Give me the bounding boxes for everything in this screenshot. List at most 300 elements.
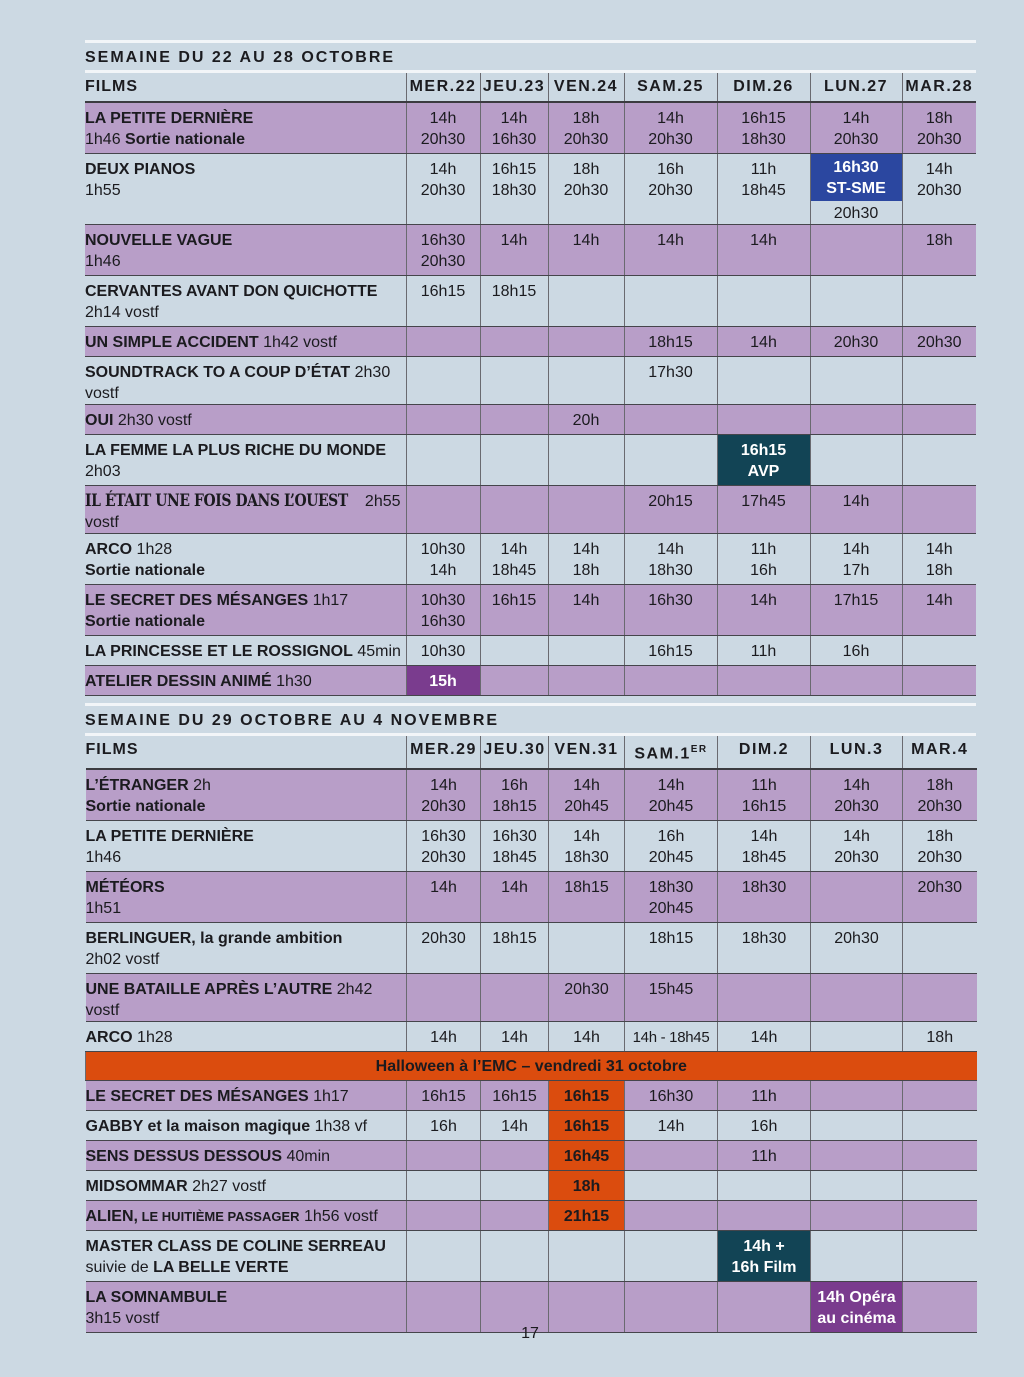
showtime-cell: 18h 20h30 — [548, 102, 624, 154]
showtime-cell: 15h45 — [625, 974, 718, 1022]
showtime-cell — [717, 276, 810, 327]
film-info: suivie de — [85, 1259, 154, 1277]
showtime-cell — [548, 327, 624, 357]
film-title-cell — [86, 1201, 407, 1231]
showtime-cell — [903, 1231, 977, 1282]
table-row — [85, 534, 976, 585]
film-title-cell — [85, 666, 406, 696]
showtime-cell — [810, 276, 902, 327]
day-header: JEU.23 — [480, 73, 548, 102]
showtime-cell: 14h — [810, 486, 902, 534]
showtime-cell: 14h 20h45 — [625, 769, 718, 821]
showtime-cell: 14h 20h30 — [811, 821, 903, 872]
showtime-cell — [810, 666, 902, 696]
day-header: SAM.1ER — [625, 736, 718, 769]
film-subtitle: LE HUITIÈME PASSAGER — [137, 1209, 300, 1225]
film-info: 1h38 vf — [310, 1118, 368, 1136]
showtime-cell — [903, 1171, 977, 1201]
table-row — [86, 923, 977, 974]
showtime-cell: 18h 20h30 — [548, 154, 624, 225]
showtime-cell: 16h — [718, 1111, 811, 1141]
showtime-cell — [902, 636, 976, 666]
showtime-cell — [549, 1231, 625, 1282]
film-title-cell — [86, 1231, 407, 1282]
showtime-cell: 14h 20h30 — [624, 102, 717, 154]
film-title: DEUX PIANOS — [85, 161, 196, 178]
showtime-cell: 14h — [718, 1022, 811, 1052]
showtime-cell: 16h — [810, 636, 902, 666]
film-title-cell — [86, 1022, 407, 1052]
table-row — [86, 872, 977, 923]
showtime-cell: 16h45 — [549, 1141, 625, 1171]
showtime-cell: 15h — [406, 666, 480, 696]
table-row — [86, 1081, 977, 1111]
film-title: GABBY et la maison magique — [85, 1118, 311, 1136]
showtime-cell: 16h30 — [625, 1081, 718, 1111]
film-title: LA FEMME LA PLUS RICHE DU MONDE — [85, 442, 387, 459]
showtime-cell — [811, 1022, 903, 1052]
showtime-cell — [625, 1231, 718, 1282]
film-info: 2h27 vostf — [187, 1178, 266, 1196]
table-row — [85, 405, 976, 435]
showtime-cell — [480, 666, 548, 696]
showtime-cell: 14h 16h30 — [480, 102, 548, 154]
showtime-cell: 11h 16h — [717, 534, 810, 585]
film-title-cell — [86, 769, 407, 821]
day-header: DIM.26 — [717, 73, 810, 102]
showtime-cell — [903, 1081, 977, 1111]
showtime-cell: 16h30 18h45 — [481, 821, 549, 872]
table-row — [85, 327, 976, 357]
showtime-cell — [548, 435, 624, 486]
showtime-cell: 18h — [549, 1171, 625, 1201]
showtime-cell — [481, 1171, 549, 1201]
film-info: 45min — [352, 643, 401, 660]
showtime-cell: 14h 18h45 — [480, 534, 548, 585]
showtime-cell — [625, 1171, 718, 1201]
showtime-cell: 16h15 — [480, 585, 548, 636]
table-row — [85, 102, 976, 154]
film-title-cell — [86, 1141, 407, 1171]
showtime-cell: 16h15 AVP — [717, 435, 810, 486]
showtime-cell — [406, 486, 480, 534]
showtime-cell: 14h 20h30 — [811, 769, 903, 821]
showtime: 20h30 — [833, 205, 879, 222]
table-row — [86, 1171, 977, 1201]
film-title-cell — [85, 357, 406, 405]
showtime-cell: 14h — [481, 1022, 549, 1052]
film-title: LA PETITE DERNIÈRE — [85, 110, 254, 127]
film-title: ATELIER DESSIN ANIMÉ — [85, 673, 272, 690]
showtime-cell — [625, 1201, 718, 1231]
showtime-cell — [902, 357, 976, 405]
film-title: SENS DESSUS DESSOUS — [85, 1148, 282, 1166]
film-title: IL ÉTAIT UNE FOIS DANS L’OUEST — [85, 491, 348, 511]
film-info: 2h30 vostf — [85, 364, 391, 402]
film-info: 1h30 — [271, 673, 312, 690]
film-title: MASTER CLASS DE COLINE SERREAU — [85, 1238, 386, 1256]
table-row — [85, 276, 976, 327]
showtime-cell: 20h30 — [902, 327, 976, 357]
showtime-cell: 14h — [549, 1022, 625, 1052]
showtime-cell — [624, 276, 717, 327]
showtime-cell — [718, 974, 811, 1022]
release-note: Sortie nationale — [85, 798, 206, 816]
showtime-cell — [407, 974, 481, 1022]
showtime-cell: 14h 20h30 — [407, 769, 481, 821]
showtime-cell — [902, 435, 976, 486]
film-info: 2h14 vostf — [85, 304, 159, 321]
film-info: 1h17 — [308, 1088, 349, 1106]
showtime-cell: 11h 18h45 — [717, 154, 810, 225]
showtime-cell: 10h30 — [406, 636, 480, 666]
showtime-cell — [811, 1171, 903, 1201]
film-title: ARCO — [85, 541, 133, 558]
table-row — [86, 974, 977, 1022]
showtime-cell: 14h 17h — [810, 534, 902, 585]
showtime-cell: 17h15 — [810, 585, 902, 636]
film-title-cell — [85, 486, 406, 534]
film-info: 1h17 — [308, 592, 349, 609]
showtime-cell — [903, 1141, 977, 1171]
table-row — [85, 154, 976, 225]
showtime-cell — [406, 327, 480, 357]
film-title-cell — [85, 636, 406, 666]
day-header: LUN.3 — [811, 736, 903, 769]
showtime-cell: 18h — [902, 225, 976, 276]
showtime-cell — [903, 1111, 977, 1141]
showtime-cell: 16h30 20h30 — [407, 821, 481, 872]
page-number: 17 — [521, 1325, 539, 1342]
showtime-cell: 17h45 — [717, 486, 810, 534]
table-row — [86, 821, 977, 872]
showtime-cell: 14h 18h — [548, 534, 624, 585]
film-title-cell — [85, 585, 406, 636]
film-info: 40min — [282, 1148, 331, 1166]
films-header: FILMS — [86, 736, 407, 769]
showtime-cell — [902, 666, 976, 696]
showtime-cell: 14h - 18h45 — [625, 1022, 718, 1052]
film-info: 2h30 vostf — [113, 412, 192, 429]
film-info: 2h42 vostf — [85, 981, 373, 1020]
release-note: Sortie nationale — [125, 131, 246, 148]
film-title: L’ÉTRANGER — [85, 777, 189, 795]
showtime-cell — [481, 1231, 549, 1282]
film-info-bold: LA BELLE VERTE — [153, 1259, 289, 1277]
showtime-cell — [902, 486, 976, 534]
showtime-cell: 16h30 — [624, 585, 717, 636]
showtime-cell — [480, 486, 548, 534]
showtime-cell: 14h 20h45 — [549, 769, 625, 821]
showtime-cell: 16h15 — [549, 1081, 625, 1111]
showtime-cell: 11h 16h15 — [718, 769, 811, 821]
showtime-cell: 16h15 — [481, 1081, 549, 1111]
film-title: ALIEN, — [85, 1208, 138, 1226]
showtime-cell: 11h — [718, 1081, 811, 1111]
showtime-cell: 16h15 18h30 — [717, 102, 810, 154]
film-title: LE SECRET DES MÉSANGES — [85, 592, 309, 609]
showtime-cell: 18h — [903, 1022, 977, 1052]
showtime-cell: 11h — [717, 636, 810, 666]
showtime-cell — [811, 1111, 903, 1141]
showtime-cell: 14h — [624, 225, 717, 276]
table-row — [86, 1022, 977, 1052]
day-header: JEU.30 — [481, 736, 549, 769]
showtime-cell: 16h 20h45 — [625, 821, 718, 872]
film-title-cell — [86, 1171, 407, 1201]
film-title: SOUNDTRACK TO A COUP D’ÉTAT — [85, 364, 351, 381]
showtime-cell: 18h15 — [480, 276, 548, 327]
film-info: 1h46 — [85, 253, 121, 270]
film-title: LA SOMNAMBULE — [85, 1289, 228, 1307]
showtime-cell: 14h — [902, 585, 976, 636]
showtime-cell: 14h — [407, 1022, 481, 1052]
table-row — [85, 435, 976, 486]
showtime-cell: 16h15 — [549, 1111, 625, 1141]
film-info: 3h15 vostf — [85, 1310, 160, 1328]
table-row — [86, 1231, 977, 1282]
table-row — [85, 357, 976, 405]
film-title-cell — [86, 1081, 407, 1111]
showtime-cell — [718, 1171, 811, 1201]
showtime-cell: 14h — [481, 872, 549, 923]
day-header: MAR.28 — [902, 73, 976, 102]
showtime-cell: 14h Opéra au cinéma — [811, 1282, 903, 1333]
table-row — [86, 1201, 977, 1231]
film-info: 1h28 — [132, 541, 173, 558]
day-header: MER.22 — [406, 73, 480, 102]
ordinal-suffix: ER — [690, 744, 708, 755]
film-title-cell — [86, 872, 407, 923]
showtime-cell: 16h 18h15 — [481, 769, 549, 821]
st-sme-badge: 16h30 ST-SME — [811, 154, 902, 201]
day-header: MAR.4 — [903, 736, 977, 769]
showtime-cell: 10h30 14h — [406, 534, 480, 585]
film-title-cell — [85, 276, 406, 327]
week-title: SEMAINE DU 22 AU 28 OCTOBRE — [85, 49, 396, 66]
showtime-cell — [407, 1141, 481, 1171]
week-title: SEMAINE DU 29 OCTOBRE AU 4 NOVEMBRE — [85, 712, 500, 729]
showtime-cell — [903, 1201, 977, 1231]
showtime-cell: 14h — [717, 585, 810, 636]
showtime-cell — [481, 1141, 549, 1171]
film-info: 1h55 — [85, 182, 121, 199]
film-title: LA PETITE DERNIÈRE — [85, 828, 254, 846]
halloween-banner — [86, 1052, 977, 1081]
showtime-cell: 14h 18h30 — [549, 821, 625, 872]
films-header: FILMS — [85, 73, 406, 102]
showtime-cell — [811, 1141, 903, 1171]
showtime-cell — [481, 1201, 549, 1231]
film-title: UN SIMPLE ACCIDENT — [85, 334, 259, 351]
showtime-cell — [481, 974, 549, 1022]
film-title-cell — [86, 974, 407, 1022]
showtime-cell — [548, 666, 624, 696]
showtime-cell: 14h — [625, 1111, 718, 1141]
showtime-cell — [624, 666, 717, 696]
showtime-cell — [548, 486, 624, 534]
showtime-cell — [548, 276, 624, 327]
film-info: 1h42 vostf — [258, 334, 337, 351]
showtime-cell: 14h — [717, 327, 810, 357]
showtime-cell — [406, 405, 480, 435]
showtime-cell: 18h 20h30 — [903, 821, 977, 872]
showtime-cell: 14h — [548, 585, 624, 636]
showtime-cell: 14h 18h — [902, 534, 976, 585]
showtime-cell — [717, 666, 810, 696]
film-title-cell — [85, 102, 406, 154]
film-info: 2h — [188, 777, 211, 795]
film-info: 2h55 vostf — [85, 493, 401, 531]
showtime-cell: 16h — [407, 1111, 481, 1141]
film-title: LE SECRET DES MÉSANGES — [85, 1088, 309, 1106]
showtime-cell — [810, 435, 902, 486]
showtime-cell: 16h15 — [407, 1081, 481, 1111]
film-title: UNE BATAILLE APRÈS L’AUTRE — [85, 981, 333, 999]
film-info: 1h28 — [132, 1029, 173, 1047]
showtime-cell: 18h15 — [549, 872, 625, 923]
showtime-cell — [407, 1201, 481, 1231]
day-header: VEN.24 — [548, 73, 624, 102]
table-row — [86, 769, 977, 821]
showtime-cell: 14h — [480, 225, 548, 276]
showtime-cell — [810, 225, 902, 276]
showtime-cell: 20h30 — [810, 327, 902, 357]
film-title: OUI — [85, 412, 114, 429]
showtime-cell — [625, 1141, 718, 1171]
showtime-cell: 20h30 — [407, 923, 481, 974]
table-row — [85, 666, 976, 696]
film-title: MÉTÉORS — [85, 879, 165, 897]
showtime-cell: 18h15 — [481, 923, 549, 974]
showtime-cell — [810, 357, 902, 405]
showtime-cell — [718, 1201, 811, 1231]
film-info: 1h46 — [85, 849, 122, 867]
showtime-cell: 10h30 16h30 — [406, 585, 480, 636]
schedule-table-week-2 — [85, 736, 977, 1333]
film-title: CERVANTES AVANT DON QUICHOTTE — [85, 283, 378, 300]
showtime-cell: 20h30 — [549, 974, 625, 1022]
showtime-cell: 18h 20h30 — [903, 769, 977, 821]
showtime-cell: 16h15 — [624, 636, 717, 666]
schedule-table-week-1 — [85, 73, 976, 696]
showtime-cell: 14h — [548, 225, 624, 276]
showtime-cell — [811, 872, 903, 923]
showtime-cell: 16h 20h30 — [624, 154, 717, 225]
film-title: MIDSOMMAR — [85, 1178, 188, 1196]
day-header: LUN.27 — [810, 73, 902, 102]
showtime-cell: 20h30 — [811, 923, 903, 974]
showtime-cell — [406, 435, 480, 486]
table-row — [86, 1111, 977, 1141]
showtime-cell — [624, 405, 717, 435]
showtime-cell — [480, 357, 548, 405]
film-title-cell — [85, 435, 406, 486]
showtime-cell: 14h — [717, 225, 810, 276]
showtime-cell — [717, 405, 810, 435]
showtime-cell: 20h15 — [624, 486, 717, 534]
showtime-cell — [717, 357, 810, 405]
film-info: 1h46 — [85, 131, 126, 148]
showtime-cell: 18h30 — [718, 923, 811, 974]
showtime-cell — [902, 276, 976, 327]
film-title-cell — [86, 821, 407, 872]
showtime-cell: 14h 18h30 — [624, 534, 717, 585]
showtime-cell — [810, 154, 902, 225]
showtime-cell — [407, 1171, 481, 1201]
film-title-cell — [85, 154, 406, 225]
film-title: ARCO — [85, 1029, 133, 1047]
film-title-cell — [86, 1111, 407, 1141]
showtime-cell: 16h15 — [406, 276, 480, 327]
film-title-cell — [85, 225, 406, 276]
showtime-cell: 16h30 20h30 — [406, 225, 480, 276]
film-title-cell — [85, 327, 406, 357]
showtime-cell: 14h 20h30 — [902, 154, 976, 225]
table-row — [85, 225, 976, 276]
showtime-cell: 18h 20h30 — [902, 102, 976, 154]
showtime-cell: 11h — [718, 1141, 811, 1171]
film-info: 2h02 vostf — [85, 951, 160, 969]
release-note: Sortie nationale — [85, 613, 206, 630]
showtime-cell — [811, 1231, 903, 1282]
table-row — [85, 636, 976, 666]
showtime-cell: 18h15 — [625, 923, 718, 974]
showtime-cell — [480, 405, 548, 435]
showtime-cell: 16h15 18h30 — [480, 154, 548, 225]
showtime-cell — [903, 974, 977, 1022]
showtime-cell — [548, 357, 624, 405]
week-2-section — [85, 703, 976, 1333]
showtime-cell — [811, 974, 903, 1022]
showtime-cell — [406, 357, 480, 405]
showtime-cell — [480, 327, 548, 357]
day-header: VEN.31 — [549, 736, 625, 769]
showtime-cell — [549, 923, 625, 974]
showtime-cell: 18h15 — [624, 327, 717, 357]
showtime-cell — [811, 1201, 903, 1231]
film-info: 1h56 vostf — [299, 1208, 378, 1226]
film-title: NOUVELLE VAGUE — [85, 232, 233, 249]
showtime-cell: 14h — [481, 1111, 549, 1141]
film-info: 1h51 — [85, 900, 122, 918]
release-note: Sortie nationale — [85, 562, 206, 579]
film-title: BERLINGUER, la grande ambition — [85, 930, 343, 948]
day-header: DIM.2 — [718, 736, 811, 769]
table-row — [85, 486, 976, 534]
showtime-cell — [903, 923, 977, 974]
showtime-cell — [480, 636, 548, 666]
showtime-cell: 14h — [407, 872, 481, 923]
banner-text: Halloween à l’EMC – vendredi 31 octobre — [86, 1052, 977, 1081]
showtime-cell: 14h 20h30 — [406, 102, 480, 154]
showtime-cell — [548, 636, 624, 666]
showtime-cell: 14h 20h30 — [810, 102, 902, 154]
showtime-cell: 18h30 — [718, 872, 811, 923]
film-title-cell — [85, 534, 406, 585]
table-row — [86, 1141, 977, 1171]
showtime-cell: 14h 20h30 — [406, 154, 480, 225]
showtime-cell: 14h + 16h Film — [718, 1231, 811, 1282]
showtime-cell: 18h30 20h45 — [625, 872, 718, 923]
showtime-cell: 21h15 — [549, 1201, 625, 1231]
showtime-cell — [624, 435, 717, 486]
film-title: LA PRINCESSE ET LE ROSSIGNOL — [85, 643, 353, 660]
showtime-cell: 20h30 — [903, 872, 977, 923]
day-header: MER.29 — [407, 736, 481, 769]
showtime-cell — [407, 1231, 481, 1282]
film-title-cell — [85, 405, 406, 435]
